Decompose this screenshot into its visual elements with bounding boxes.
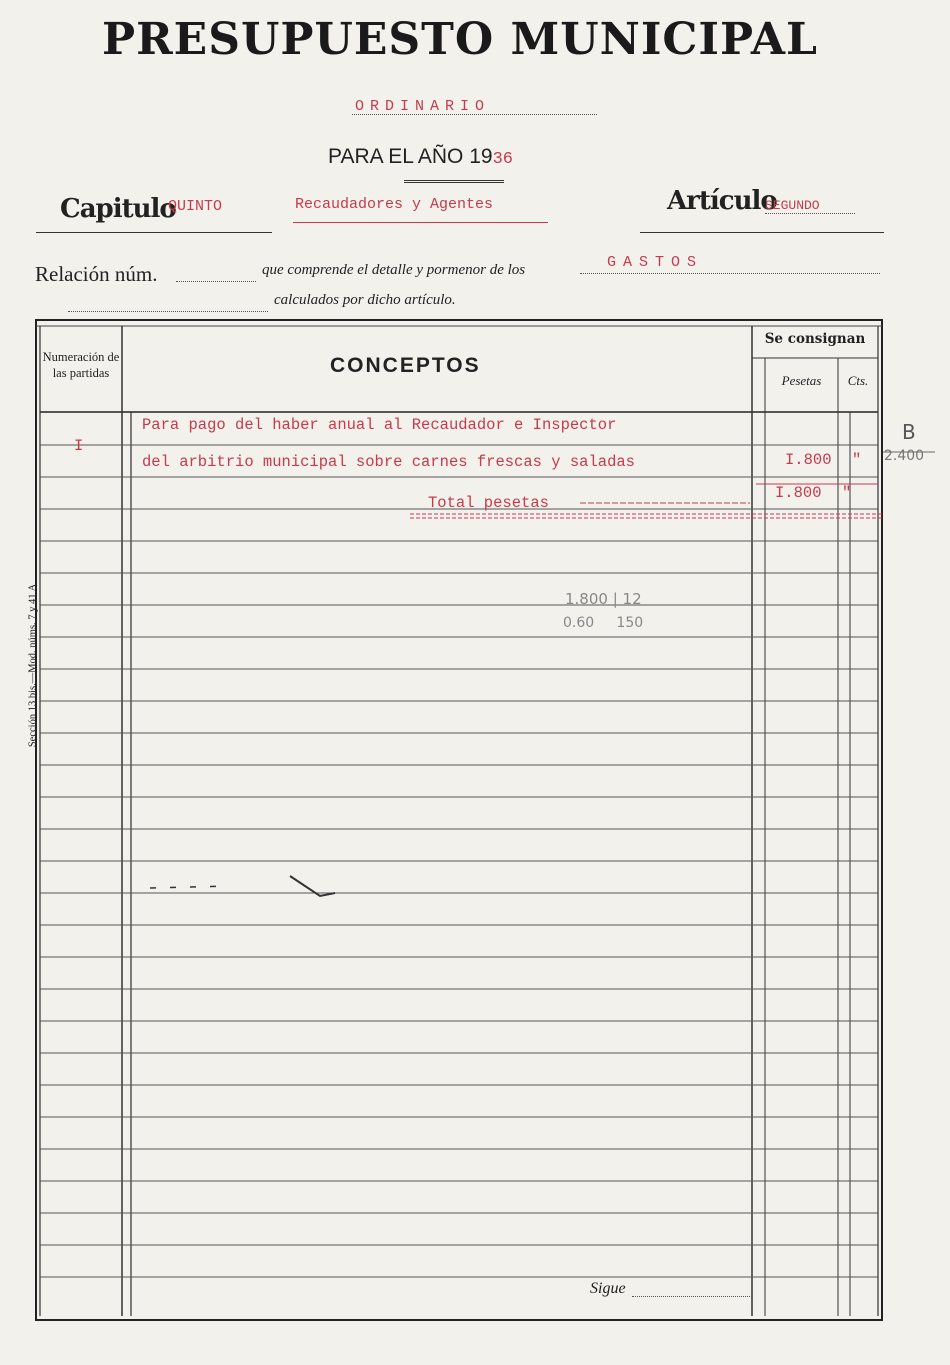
sigue-label: Sigue — [590, 1280, 626, 1297]
total-pesetas: I.800 — [775, 484, 822, 502]
relacion-text: que comprende el detalle y pormenor de los — [262, 262, 526, 278]
margin-letter: B — [902, 420, 916, 444]
row-2-text: del arbitrio municipal sobre carnes frescas y saladas — [142, 453, 635, 471]
articulo-label: Artículo — [667, 186, 777, 216]
pencil-calc-1: 1.800 | 12 — [565, 590, 642, 608]
row-2-pesetas: I.800 — [785, 451, 832, 469]
col-cts-header: Cts. — [847, 373, 869, 388]
row-1-text: Para pago del haber anual al Recaudador e Inspector — [142, 416, 617, 434]
row-2-cts: " — [852, 451, 862, 469]
col-pesetas-header: Pesetas — [781, 373, 822, 388]
margin-number: 2.400 — [884, 448, 925, 464]
document-title: PRESUPUESTO MUNICIPAL — [102, 14, 818, 65]
capitulo-label: Capitulo — [60, 194, 176, 224]
total-label: Total pesetas — [428, 494, 549, 512]
articulo-value: SEGUNDO — [765, 198, 820, 213]
sigue-dotline — [632, 1296, 752, 1297]
total-cts: " — [842, 484, 852, 502]
col-numeracion-header: Numeración de las partidas — [42, 350, 120, 380]
row-1-num: I — [74, 437, 84, 455]
side-form-note: Sección 13 bis.—Mod. núms. 7 y 41 A — [27, 583, 39, 748]
year-suffix: 36 — [492, 150, 513, 169]
capitulo-value: QUINTO — [168, 198, 223, 215]
relacion-label: Relación núm. — [35, 262, 158, 286]
relacion-value: GASTOS — [607, 254, 704, 271]
relacion-text2: calculados por dicho artículo. — [274, 292, 456, 308]
year-prefix: PARA EL AÑO 19 — [328, 145, 493, 168]
chapter-description: Recaudadores y Agentes — [295, 196, 494, 213]
col-conceptos-header: CONCEPTOS — [330, 354, 481, 377]
col-consignan-header: Se consignan — [764, 331, 866, 347]
pencil-calc-2: 0.60 150 — [563, 615, 644, 631]
budget-type: ORDINARIO — [355, 98, 491, 115]
